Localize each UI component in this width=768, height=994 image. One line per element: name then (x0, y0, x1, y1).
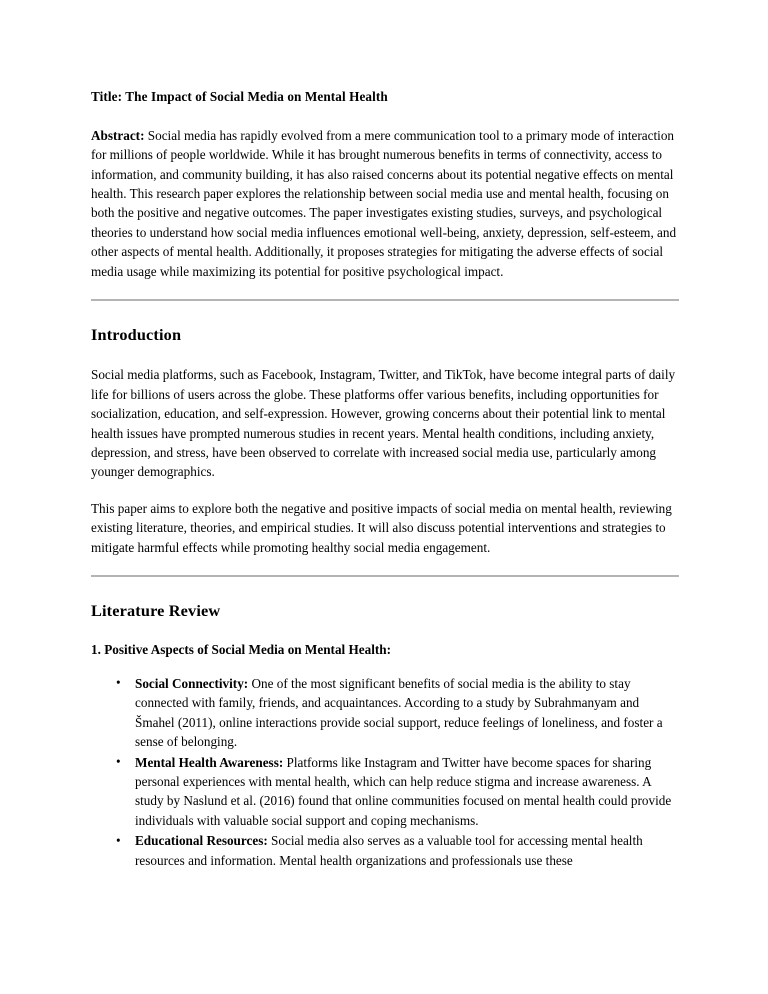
list-item-body: Social media also serves as a valuable tool for accessing mental health resources and information. Mental health organizations and professionals use these (135, 833, 643, 868)
list-item (135, 753, 679, 831)
list-item (135, 831, 679, 870)
introduction-section (91, 325, 679, 557)
list-item-label: Social Connectivity: (135, 675, 249, 691)
abstract-body: Social media has rapidly evolved from a mere communication tool to a primary mode of interaction for millions of people worldwide. While it has brought numerous benefits in terms of connectivity, access to information, and community building, it has also raised concerns about its potential negative effects on mental health. This research paper explores the relationship between social media use and mental health, focusing on both the positive and negative outcomes. The paper investigates existing studies, surveys, and psychological theories to understand how social media influences emotional well-being, anxiety, depression, self-esteem, and other aspects of mental health. Additionally, it proposes strategies for mitigating the adverse effects of social media usage while maximizing its potential for positive psychological impact. (91, 127, 677, 279)
abstract-paragraph (91, 126, 679, 281)
list-item-label: Educational Resources: (135, 833, 268, 849)
list-item-body: One of the most significant benefits of social media is the ability to stay connected with family, friends, and acquaintances. According to a study by Subrahmanyam and Šmahel (2011), online interactions provide social support, reduce feelings of loneliness, and foster a sense of belonging. (135, 675, 663, 750)
introduction-paragraph-1: Social media platforms, such as Facebook, Instagram, Twitter, and TikTok, have become integral parts of daily life for billions of users across the globe. These platforms offer various benefits, including opportunities for socialization, education, and self-expression. However, growing concerns about their potential link to mental health issues have prompted numerous studies in recent years. Mental health conditions, including anxiety, depression, and stress, have been observed to correlate with increased social media use, particularly among younger demographics. (91, 367, 676, 480)
list-item-body: Platforms like Instagram and Twitter have become spaces for sharing personal experiences with mental health, which can help reduce stigma and increase awareness. A study by Naslund et al. (2016) found that online communities focused on mental health could provide individuals with valuable social support and coping mechanisms. (135, 754, 672, 828)
introduction-heading: Introduction (91, 325, 182, 345)
introduction-paragraph-2: This paper aims to explore both the negative and positive impacts of social media on mental health, reviewing existing literature, theories, and empirical studies. It will also discuss potential interventions and strategies to mitigate harmful effects while promoting healthy social media engagement. (91, 500, 672, 555)
literature-review-heading: Literature Review (91, 601, 221, 621)
list-item-label: Mental Health Awareness: (135, 754, 284, 770)
page-title: Title: The Impact of Social Media on Mental Health (91, 89, 388, 104)
list-item (135, 674, 679, 752)
section-divider-1 (91, 299, 679, 301)
literature-review-subheading-1: 1. Positive Aspects of Social Media on Mental Health: (91, 642, 391, 658)
abstract-section (91, 126, 679, 281)
abstract-label: Abstract: (91, 127, 145, 143)
section-divider-2 (91, 575, 679, 577)
positive-aspects-list (91, 674, 679, 870)
literature-review-section (91, 601, 679, 870)
